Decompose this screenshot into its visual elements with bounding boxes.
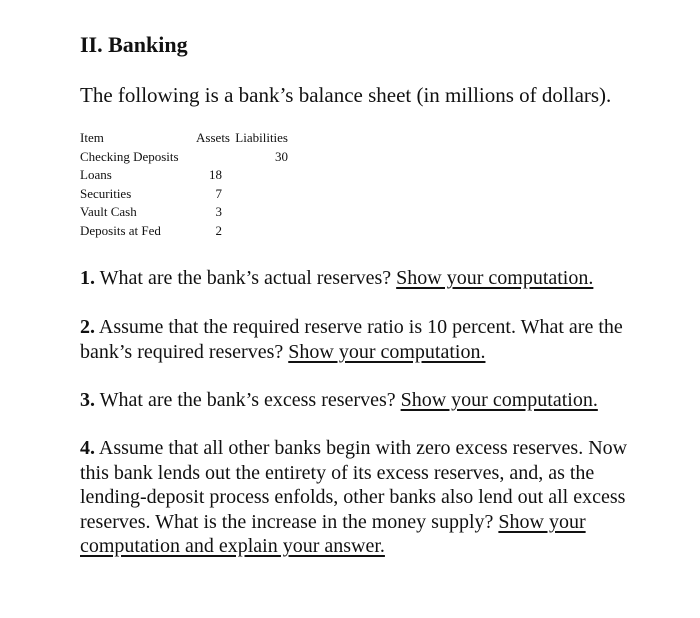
row-assets: 18 — [209, 167, 222, 183]
question-number: 3. — [80, 389, 95, 411]
question-2 — [80, 315, 640, 364]
question-text: Assume that the required reserve ratio is 10 percent. What are the bank’s required reserves? — [80, 316, 623, 363]
table-row — [80, 185, 288, 204]
table-header-row — [80, 129, 288, 148]
row-item: Deposits at Fed — [80, 222, 161, 238]
row-liabilities: 30 — [275, 148, 288, 164]
row-assets: 2 — [215, 222, 222, 238]
table-row — [80, 148, 288, 167]
header-item: Item — [80, 130, 104, 146]
row-item: Loans — [80, 167, 112, 183]
balance-sheet-table — [80, 129, 288, 240]
row-liabilities — [232, 185, 288, 204]
row-assets: 7 — [215, 185, 222, 201]
question-number: 4. — [80, 437, 95, 459]
question-text: What are the bank’s actual reserves? — [99, 267, 392, 289]
question-number: 1. — [80, 267, 95, 289]
row-liabilities — [232, 222, 288, 241]
table-row — [80, 166, 288, 185]
row-item: Vault Cash — [80, 204, 137, 220]
header-liabilities: Liabilities — [235, 130, 288, 146]
intro-text: The following is a bank’s balance sheet (in millions of dollars). — [80, 83, 612, 107]
row-liabilities — [232, 166, 288, 185]
question-text: Assume that all other banks begin with zero excess reserves. Now this bank lends out the entirety of its excess reserves, and, as the lending-deposit process enfolds, other banks also lend out all excess reserves. What is the increase in the money supply? — [80, 437, 628, 533]
question-instruction: Show your computation. — [396, 267, 594, 289]
question-3 — [80, 388, 640, 413]
question-instruction: Show your computation. — [288, 340, 486, 363]
question-instruction: Show your computation and explain your answer. — [80, 510, 586, 557]
row-item: Checking Deposits — [80, 148, 179, 164]
question-number: 2. — [80, 316, 95, 338]
question-instruction: Show your computation. — [400, 389, 598, 411]
section-heading: II. Banking — [80, 32, 188, 57]
header-assets: Assets — [196, 130, 230, 146]
question-text: What are the bank’s excess reserves? — [99, 389, 396, 411]
table-row — [80, 203, 288, 222]
question-1 — [80, 266, 640, 291]
row-item: Securities — [80, 185, 132, 201]
row-liabilities — [232, 203, 288, 222]
row-assets — [186, 148, 232, 167]
row-assets: 3 — [215, 204, 222, 220]
table-row — [80, 222, 288, 241]
question-4 — [80, 436, 640, 559]
